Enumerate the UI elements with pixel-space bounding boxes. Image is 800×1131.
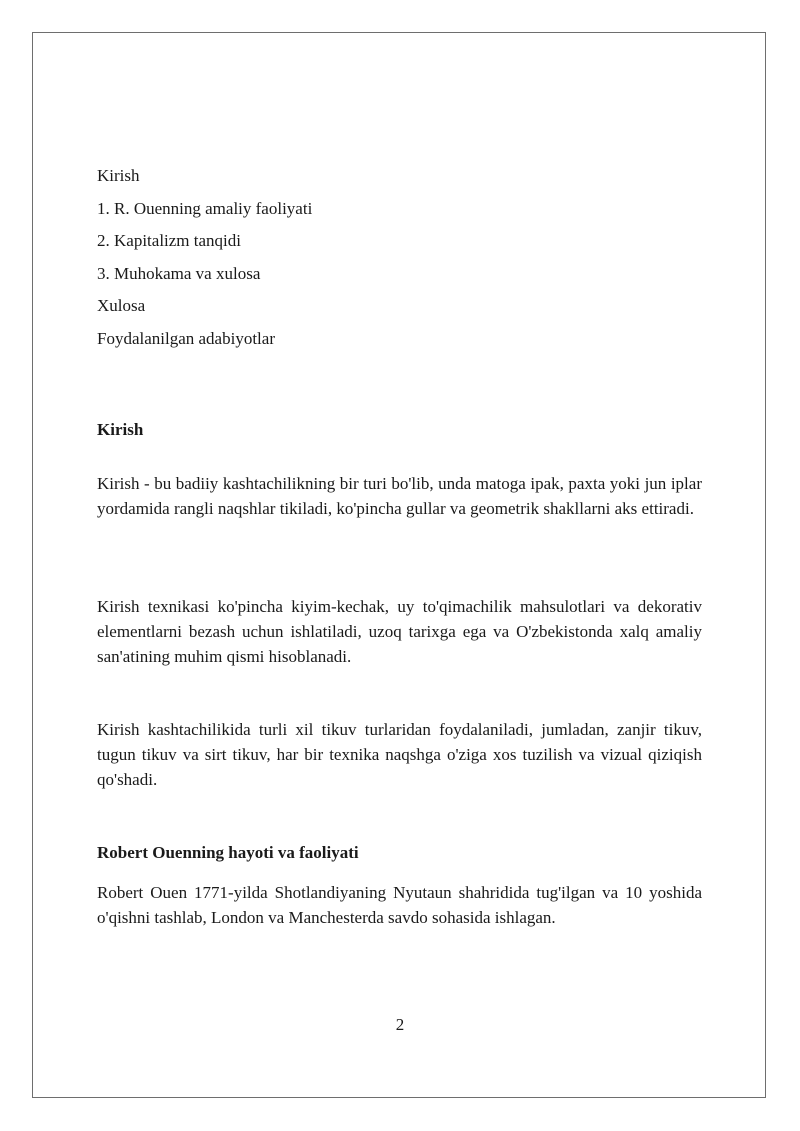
section-heading-introduction: Kirish [97,420,144,439]
toc-item-references: Foydalanilgan adabiyotlar [97,328,275,348]
paragraph: Kirish - bu badiiy kashtachilikning bir turi bo'lib, unda matoga ipak, paxta yoki jun iplar yordamida rangli naqshlar tikiladi, ko'pincha gullar va geometrik shakllarni aks ettiradi. [97,474,702,518]
page-number: 2 [395,1015,405,1034]
paragraph: Kirish texnikasi ko'pincha kiyim-kechak, uy to'qimachilik mahsulotlari va dekorativ elementlarni bezash uchun ishlatiladi, uzoq tarixga ega va O'zbekistonda xalq amaliy san'atining muhim qismi hisoblanadi. [97,597,702,666]
toc-item-chapter-2: 2. Kapitalizm tanqidi [97,231,241,250]
toc-item-conclusion: Xulosa [97,296,146,315]
toc-item-chapter-1: 1. R. Ouenning amaliy faoliyati [97,198,313,218]
section-heading-robert-owen: Robert Ouenning hayoti va faoliyati [97,843,359,862]
toc-item-chapter-3: 3. Muhokama va xulosa [97,263,261,283]
paragraph: Robert Ouen 1771-yilda Shotlandiyaning Nyutaun shahridida tug'ilgan va 10 yoshida o'qishni tashlab, London va Manchesterda savdo sohasida ishlagan. [97,883,702,927]
toc-item-introduction: Kirish [97,166,140,185]
table-of-contents [97,160,312,355]
paragraph: Kirish kashtachilikida turli xil tikuv turlaridan foydalaniladi, jumladan, zanjir tikuv, tugun tikuv va sirt tikuv, har bir texnika naqshga o'ziga xos tuzilish va vizual qiziqish qo'shadi. [97,720,702,789]
